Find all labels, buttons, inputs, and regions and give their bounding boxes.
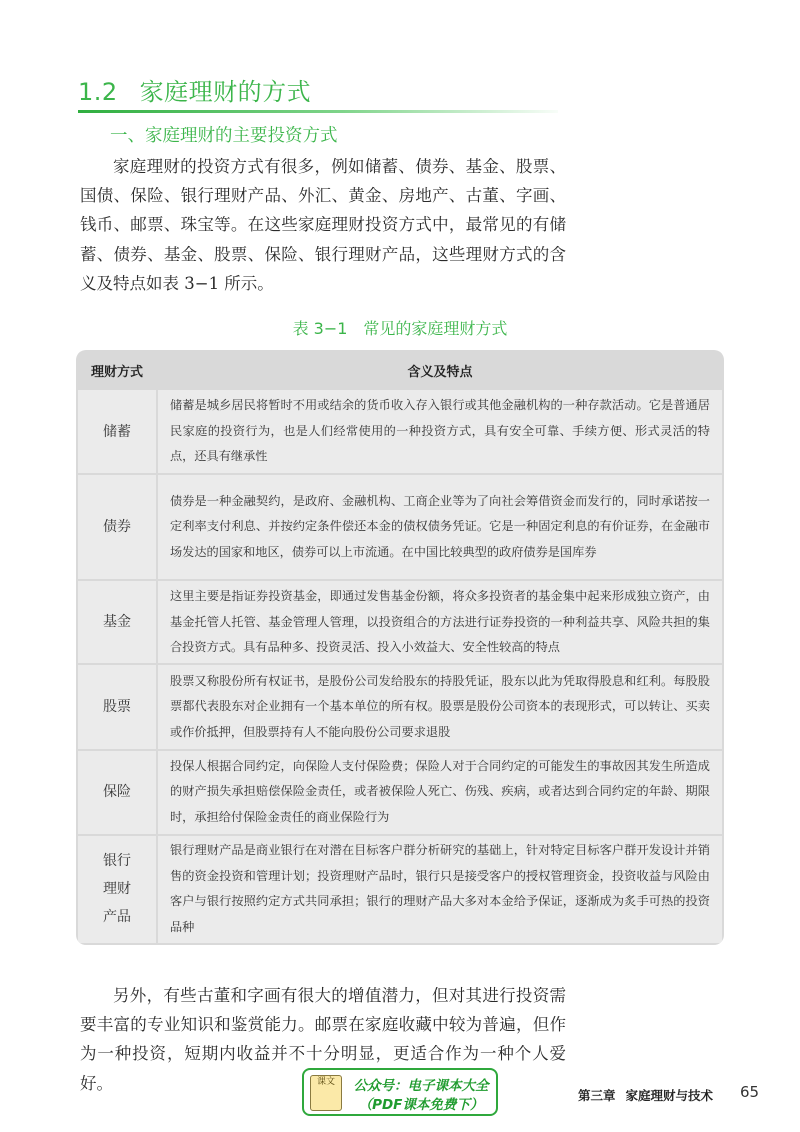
table-caption: 表 3−1 常见的家庭理财方式 — [292, 319, 508, 338]
description-cell: 投保人根据合同约定，向保险人支付保险费；保险人对于合同约定的可能发生的事故因其发生所造成的财产损失承担赔偿保险金责任，或者被保险人死亡、伤残、疾病，或者达到合同约定的年龄、期限时，承担给付保险金责任的商业保险行为 — [158, 751, 722, 834]
section-title-text: 家庭理财的方式 — [139, 78, 312, 106]
chapter-number: 第三章 — [578, 1088, 616, 1103]
table-row — [78, 665, 722, 748]
method-cell: 股票 — [78, 665, 156, 748]
intro-paragraph: 家庭理财的投资方式有很多，例如储蓄、债券、基金、股票、国债、保险、银行理财产品、外汇、黄金、房地产、古董、字画、钱币、邮票、珠宝等。在这些家庭理财投资方式中，最常见的有储蓄、债券、基金、股票、保险、银行理财产品，这些理财方式的含义及特点如表 3−1 所示。 — [80, 157, 566, 293]
description-cell: 股票又称股份所有权证书，是股份公司发给股东的持股凭证，股东以此为凭取得股息和红利。每股股票都代表股东对企业拥有一个基本单位的所有权。股票是股份公司资本的表现形式，可以转让、买卖或作价抵押，但股票持有人不能向股份公司要求退股 — [158, 665, 722, 748]
page-number: 65 — [740, 1083, 760, 1101]
table-row — [78, 390, 722, 473]
book-icon — [310, 1075, 342, 1111]
chapter-title: 家庭理财与技术 — [625, 1088, 714, 1103]
method-cell: 债券 — [78, 475, 156, 579]
book-icon-label: 课文 — [316, 1077, 335, 1087]
table-row — [78, 751, 722, 834]
method-cell: 银行 理财 产品 — [78, 836, 156, 943]
footer-chapter — [578, 1086, 713, 1104]
table-row — [78, 581, 722, 663]
finance-methods-table — [76, 350, 724, 945]
description-cell: 这里主要是指证券投资基金，即通过发售基金份额，将众多投资者的基金集中起来形成独立资产，由基金托管人托管、基金管理人管理，以投资组合的方法进行证券投资的一种利益共享、风险共担的集合投资方式。具有品种多、投资灵活、投入小效益大、安全性较高的特点 — [158, 581, 722, 663]
section-title — [78, 72, 311, 107]
method-cell: 保险 — [78, 751, 156, 834]
description-cell: 储蓄是城乡居民将暂时不用或结余的货币收入存入银行或其他金融机构的一种存款活动。它是普通居民家庭的投资行为，也是人们经常使用的一种投资方式，具有安全可靠、手续方便、形式灵活的特点，还具有继承性 — [158, 390, 722, 473]
table-header-row — [78, 352, 722, 388]
subsection-title: 一、家庭理财的主要投资方式 — [110, 126, 338, 146]
header-description: 含义及特点 — [158, 352, 722, 388]
description-cell: 银行理财产品是商业银行在对潜在目标客户群分析研究的基础上，针对特定目标客户群开发设计并销售的资金投资和管理计划；投资理财产品时，银行只是接受客户的授权管理资金，投资收益与风险由客户与银行按照约定方式共同承担；银行的理财产品大多对本金给予保证，逐渐成为炙手可热的投资品种 — [158, 836, 722, 943]
badge-line-1: 公众号：电子课本大全 — [353, 1078, 489, 1094]
section-title-underline — [78, 110, 558, 113]
table-row — [78, 836, 722, 943]
method-cell: 基金 — [78, 581, 156, 663]
description-cell: 债券是一种金融契约，是政府、金融机构、工商企业等为了向社会筹借资金而发行的，同时承诺按一定利率支付利息、并按约定条件偿还本金的债权债务凭证。它是一种固定利息的有价证券，在金融市场发达的国家和地区，债券可以上市流通。在中国比较典型的政府债券是国库券 — [158, 475, 722, 579]
wechat-badge — [302, 1068, 498, 1116]
closing-paragraph: 另外，有些古董和字画有很大的增值潜力，但对其进行投资需要丰富的专业知识和鉴赏能力。邮票在家庭收藏中较为普遍，但作为一种投资，短期内收益并不十分明显，更适合作为一种个人爱好。 — [80, 986, 566, 1093]
section-number: 1.2 — [78, 78, 118, 106]
table-row — [78, 475, 722, 579]
header-method: 理财方式 — [78, 352, 156, 388]
badge-line-2: （PDF课本免费下） — [358, 1097, 484, 1113]
method-cell: 储蓄 — [78, 390, 156, 473]
